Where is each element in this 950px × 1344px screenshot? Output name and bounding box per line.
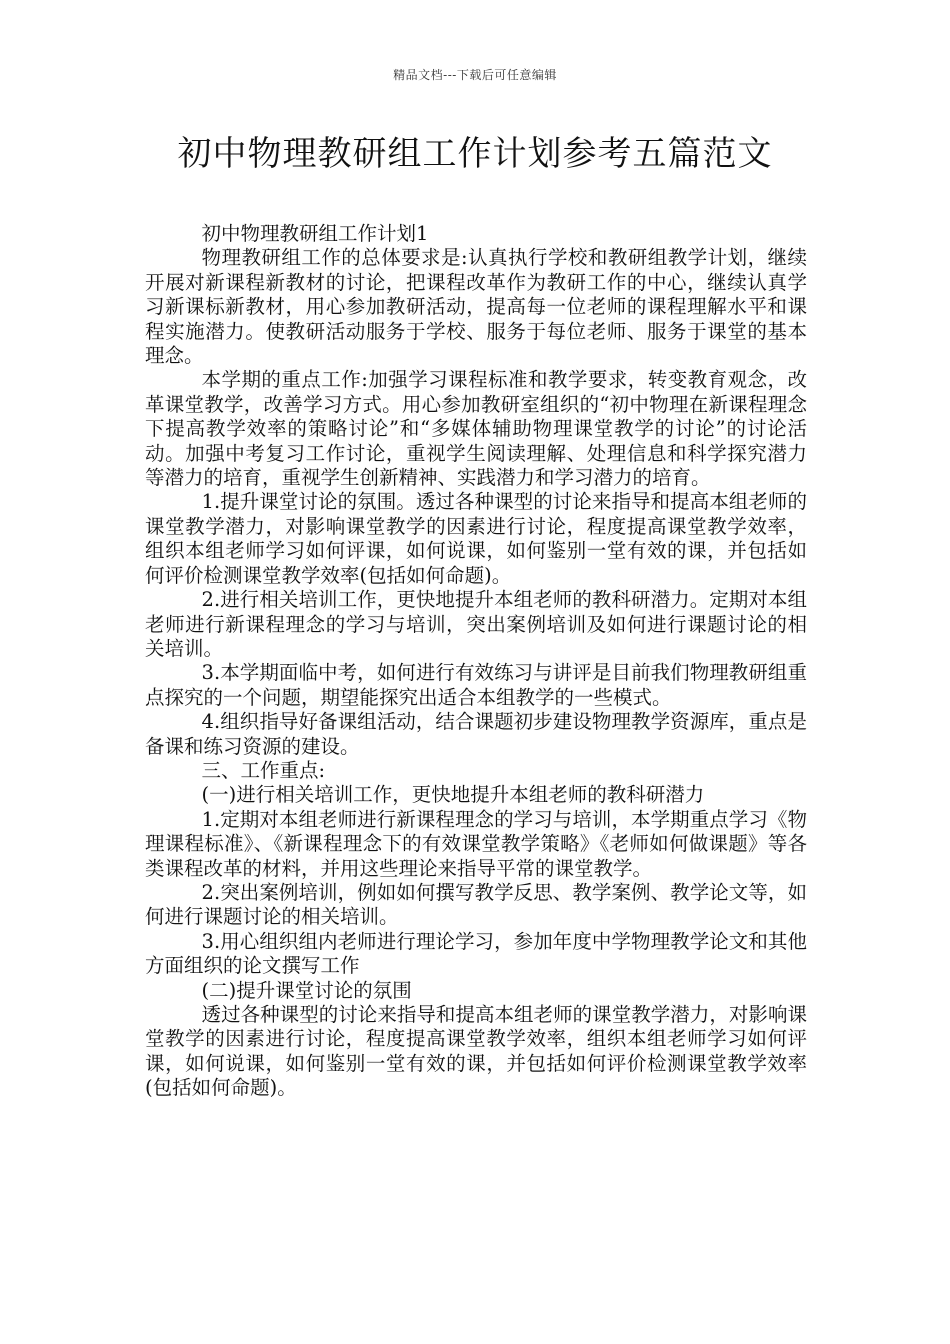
subsection-heading: (一)进行相关培训工作，更快地提升本组老师的教科研潜力 [201, 783, 705, 807]
section-heading: 三、工作重点: [201, 758, 326, 782]
list-item: 2.突出案例培训，例如如何撰写教学反思、教学案例、教学论文等，如何进行课题讨论的相关培训。 [145, 880, 807, 929]
section-heading: 初中物理教研组工作计划1 [201, 222, 429, 245]
list-item: 1.定期对本组老师进行新课程理念的学习与培训，本学期重点学习《物理课程标准》、《新课程理念下的有效课堂教学策略》《老师如何做课题》等各类课程改革的材料，并用这些理论来指导平常的课堂教学。 [145, 807, 807, 880]
paragraph: 物理教研组工作的总体要求是:认真执行学校和教研组教学计划，继续开展对新课程新教材的讨论，把课程改革作为教研工作的中心，继续认真学习新课标新教材，用心参加教研活动，提高每一位老师的课程理解水平和课程实施潜力。使教研活动服务于学校、服务于每位老师、服务于课堂的基本理念。 [145, 246, 807, 368]
paragraph: 透过各种课型的讨论来指导和提高本组老师的课堂教学潜力，对影响课堂教学的因素进行讨论，程度提高课堂教学效率，组织本组老师学习如何评课，如何说课，如何鉴别一堂有效的课，并包括如何评价检测课堂教学效率(包括如何命题)。 [145, 1003, 807, 1100]
subsection-heading: (二)提升课堂讨论的氛围 [201, 978, 412, 1002]
list-item: 4.组织指导好备课组活动，结合课题初步建设物理教学资源库，重点是备课和练习资源的建设。 [145, 710, 807, 758]
list-item: 2.进行相关培训工作，更快地提升本组老师的教科研潜力。定期对本组老师进行新课程理念的学习与培训，突出案例培训及如何进行课题讨论的相关培训。 [145, 588, 807, 660]
paragraph: 本学期的重点工作:加强学习课程标准和教学要求，转变教育观念，改革课堂教学，改善学习方式。用心参加教研室组织的“初中物理在新课程理念下提高教学效率的策略讨论”和“多媒体辅助物理课堂教学的讨论”的讨论活动。加强中考复习工作讨论，重视学生阅读理解、处理信息和科学探究潜力等潜力的培育，重视学生创新精神、实践潜力和学习潜力的培育。 [145, 368, 807, 490]
list-item: 3.用心组织组内老师进行理论学习，参加年度中学物理教学论文和其他方面组织的论文撰写工作 [145, 929, 807, 978]
document-body [145, 222, 807, 1101]
document-title: 初中物理教研组工作计划参考五篇范文 [177, 134, 773, 174]
list-item: 3.本学期面临中考，如何进行有效练习与讲评是目前我们物理教研组重点探究的一个问题，期望能探究出适合本组教学的一些模式。 [145, 661, 807, 709]
header-note: 精品文档---下载后可任意编辑 [393, 68, 557, 82]
list-item: 1.提升课堂讨论的氛围。透过各种课型的讨论来指导和提高本组老师的课堂教学潜力，对影响课堂教学的因素进行讨论，程度提高课堂教学效率，组织本组老师学习如何评课，如何说课，如何鉴别一堂有效的课，并包括如何评价检测课堂教学效率(包括如何命题)。 [145, 490, 807, 587]
